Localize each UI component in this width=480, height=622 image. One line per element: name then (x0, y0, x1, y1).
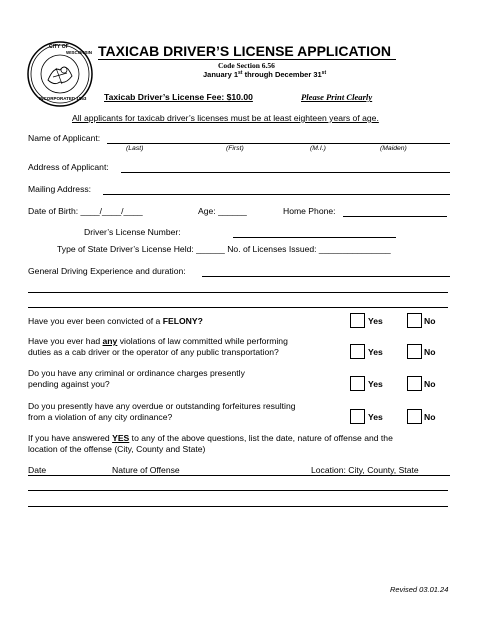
no-label: No (424, 379, 436, 389)
phone-field[interactable] (343, 216, 447, 217)
period-end: through December 31 (242, 70, 322, 79)
question-text (28, 336, 288, 346)
yes-label: Yes (368, 412, 383, 422)
license-type-field[interactable]: Type of State Driver’s License Held: ______ No. of Licenses Issued: _______________ (57, 244, 391, 254)
experience-line-2[interactable] (28, 292, 448, 293)
question-text-part: Have you ever been convicted of a (28, 316, 163, 326)
yes-label: Yes (368, 347, 383, 357)
yes-checkbox[interactable] (350, 376, 365, 391)
question-text (28, 316, 203, 326)
question-emphasis: FELONY? (162, 316, 203, 326)
mailing-label: Mailing Address: (28, 184, 92, 194)
seal-left-text: WISCONSIN (66, 50, 93, 55)
license-number-field[interactable] (233, 237, 396, 238)
name-part-first: (First) (226, 145, 244, 152)
instructions-yes: YES (112, 433, 130, 443)
yes-label: Yes (368, 379, 383, 389)
fee-label: Taxicab Driver’s License Fee: $10.00 (104, 92, 253, 102)
offense-date-header: Date (28, 465, 47, 475)
no-checkbox[interactable] (407, 376, 422, 391)
no-checkbox[interactable] (407, 344, 422, 359)
experience-field[interactable] (202, 276, 450, 277)
yes-checkbox[interactable] (350, 344, 365, 359)
no-label: No (424, 412, 436, 422)
age-field[interactable]: Age: ______ (198, 206, 247, 216)
address-label: Address of Applicant: (28, 162, 109, 172)
address-field[interactable] (121, 172, 450, 173)
question-text-part: Have you ever had (28, 336, 103, 346)
period-start: January 1 (203, 70, 239, 79)
name-field[interactable] (107, 143, 450, 144)
offense-line-1[interactable] (28, 490, 448, 491)
instructions-part: to any of the above questions, list the date, nature of offense and the (129, 433, 393, 443)
seal-bottom-text: INCORPORATED 1853 (39, 96, 87, 101)
offense-line-2[interactable] (28, 506, 448, 507)
no-checkbox[interactable] (407, 313, 422, 328)
question-text-line2: from a violation of any city ordinance? (28, 412, 173, 422)
question-text: Do you presently have any overdue or outstanding forfeitures resulting (28, 401, 296, 411)
seal-top-text: CITY OF (49, 44, 69, 50)
mailing-field[interactable] (103, 194, 450, 195)
period-end-suffix: st (321, 70, 327, 76)
name-part-mi: (M.I.) (310, 145, 326, 152)
city-seal (26, 40, 94, 108)
page-title: TAXICAB DRIVER’S LICENSE APPLICATION (98, 43, 391, 59)
period-start-suffix: st (238, 70, 243, 76)
name-part-maiden: (Maiden) (380, 145, 407, 152)
phone-label: Home Phone: (283, 206, 336, 216)
question-text-line2: pending against you? (28, 379, 110, 389)
no-label: No (424, 347, 436, 357)
name-part-last: (Last) (126, 145, 144, 152)
yes-checkbox[interactable] (350, 313, 365, 328)
revised-date: Revised 03.01.24 (390, 585, 449, 594)
license-period (203, 70, 326, 79)
license-number-label: Driver’s License Number: (84, 227, 181, 237)
experience-line-3[interactable] (28, 307, 448, 308)
question-text: Do you have any criminal or ordinance charges presently (28, 368, 245, 378)
instructions (28, 433, 393, 443)
experience-label: General Driving Experience and duration: (28, 266, 186, 276)
offense-nature-header: Nature of Offense (112, 465, 180, 475)
question-text-line2: duties as a cab driver or the operator of any public transportation? (28, 347, 279, 357)
name-label: Name of Applicant: (28, 133, 101, 143)
print-clearly-note: Please Print Clearly (301, 92, 373, 102)
age-notice: All applicants for taxicab driver’s licenses must be at least eighteen years of age. (72, 113, 379, 123)
code-section: Code Section 6.56 (218, 61, 275, 70)
instructions-line2: location of the offense (City, County and State) (28, 444, 206, 454)
yes-checkbox[interactable] (350, 409, 365, 424)
dob-field[interactable]: Date of Birth: ____/____/____ (28, 206, 143, 216)
no-label: No (424, 316, 436, 326)
offense-location-header: Location: City, County, State (311, 465, 419, 475)
no-checkbox[interactable] (407, 409, 422, 424)
yes-label: Yes (368, 316, 383, 326)
offense-header-rule (28, 475, 450, 476)
question-emphasis: any (102, 336, 118, 346)
instructions-part: If you have answered (28, 433, 113, 443)
question-text-part: violations of law committed while performing (117, 336, 288, 346)
